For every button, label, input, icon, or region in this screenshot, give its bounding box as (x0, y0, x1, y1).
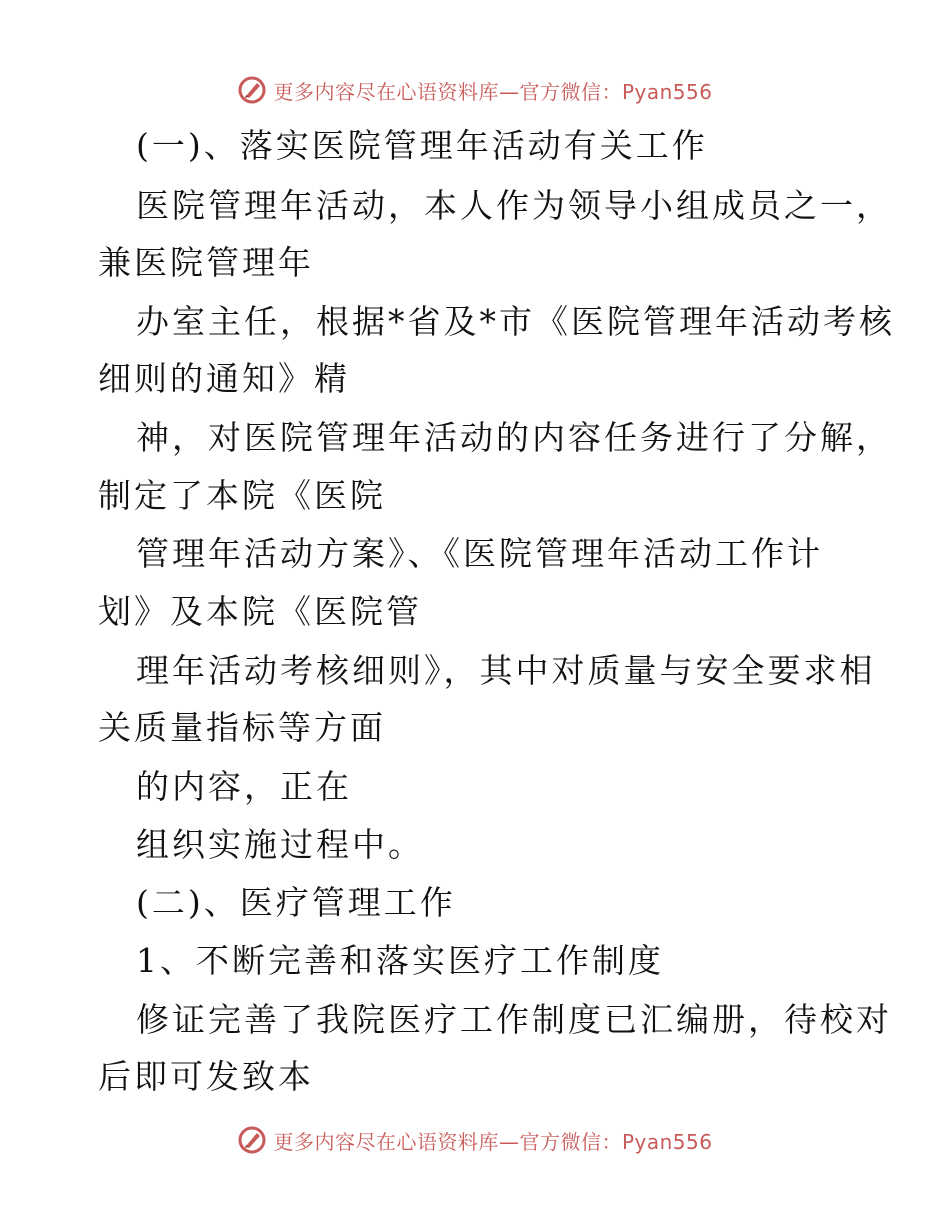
pen-logo-icon (237, 1125, 267, 1155)
paragraph-line: 组织实施过程中。 (136, 825, 424, 864)
section-heading-2: (二)、医疗管理工作 (136, 883, 456, 922)
paragraph-line: 医院管理年活动，本人作为领导小组成员之一， (136, 186, 892, 225)
watermark-text: 更多内容尽在心语资料库—官方微信：Pyan556 (273, 79, 713, 104)
paragraph-line: 的内容，正在 (136, 767, 352, 806)
subsection-heading: 1、不断完善和落实医疗工作制度 (136, 941, 664, 980)
paragraph-line: 神，对医院管理年活动的内容任务进行了分解， (136, 418, 892, 457)
pen-logo-icon (237, 75, 267, 105)
paragraph-line: 制定了本院《医院 (98, 476, 386, 515)
paragraph-line: 修证完善了我院医疗工作制度已汇编册，待校对 (136, 1000, 892, 1039)
paragraph-line: 划》及本院《医院管 (98, 592, 422, 631)
paragraph-line: 后即可发致本 (98, 1057, 314, 1096)
paragraph-line: 细则的通知》精 (98, 359, 350, 398)
watermark-text: 更多内容尽在心语资料库—官方微信：Pyan556 (273, 1129, 713, 1154)
section-heading-1: (一)、落实医院管理年活动有关工作 (136, 126, 708, 165)
paragraph-line: 办室主任，根据*省及*市《医院管理年活动考核 (136, 302, 895, 341)
paragraph-line: 兼医院管理年 (98, 243, 314, 282)
paragraph-line: 理年活动考核细则》，其中对质量与安全要求相 (136, 651, 876, 690)
paragraph-line: 管理年活动方案》、《医院管理年活动工作计 (136, 534, 823, 573)
watermark-footer (0, 1120, 950, 1160)
paragraph-line: 关质量指标等方面 (98, 708, 386, 747)
watermark-header (0, 70, 950, 110)
